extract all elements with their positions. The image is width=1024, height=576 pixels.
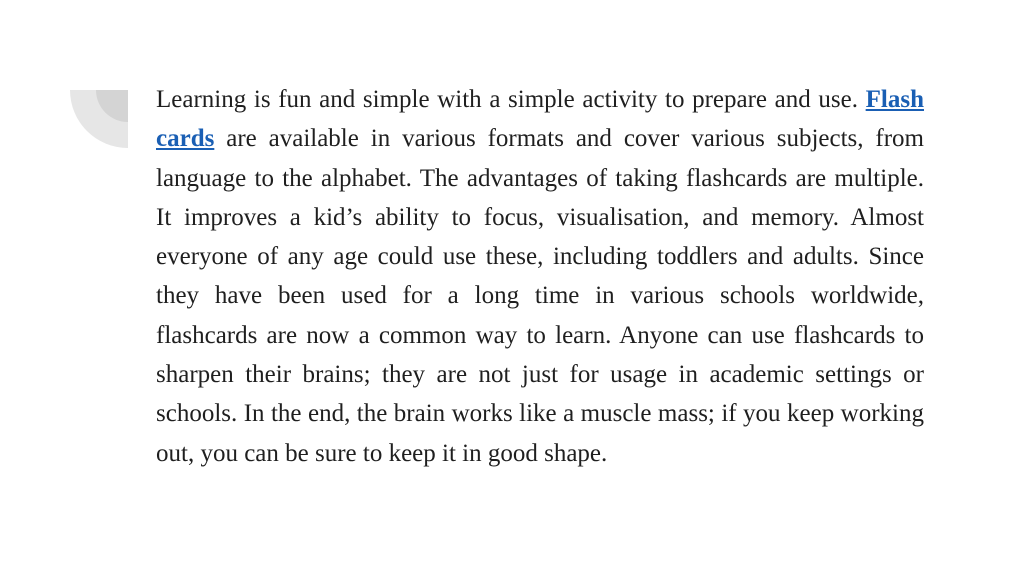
paragraph-text-rest: are available in various formats and cover various subjects, from language to the alphabet. The advantages of taking flashcards are multiple. It improves a kid’s ability to focus, visualisation, and memory. Almost everyone of any age could use these, including toddlers and adults. Since they have been used for a long time in various schools worldwide, flashcards are now a common way to learn. Anyone can use flashcards to sharpen their brains; they are not just for usage in academic settings or schools. In the end, the brain works like a muscle mass; if you keep working out, you can be sure to keep it in good shape. <box>156 125 924 467</box>
quarter-ring-decoration-icon <box>70 90 128 148</box>
paragraph-text-start: Learning is fun and simple with a simple activity to prepare and use. <box>156 86 866 113</box>
body-paragraph <box>156 80 924 473</box>
flash-cards-link[interactable]: Flash cards <box>156 86 924 153</box>
